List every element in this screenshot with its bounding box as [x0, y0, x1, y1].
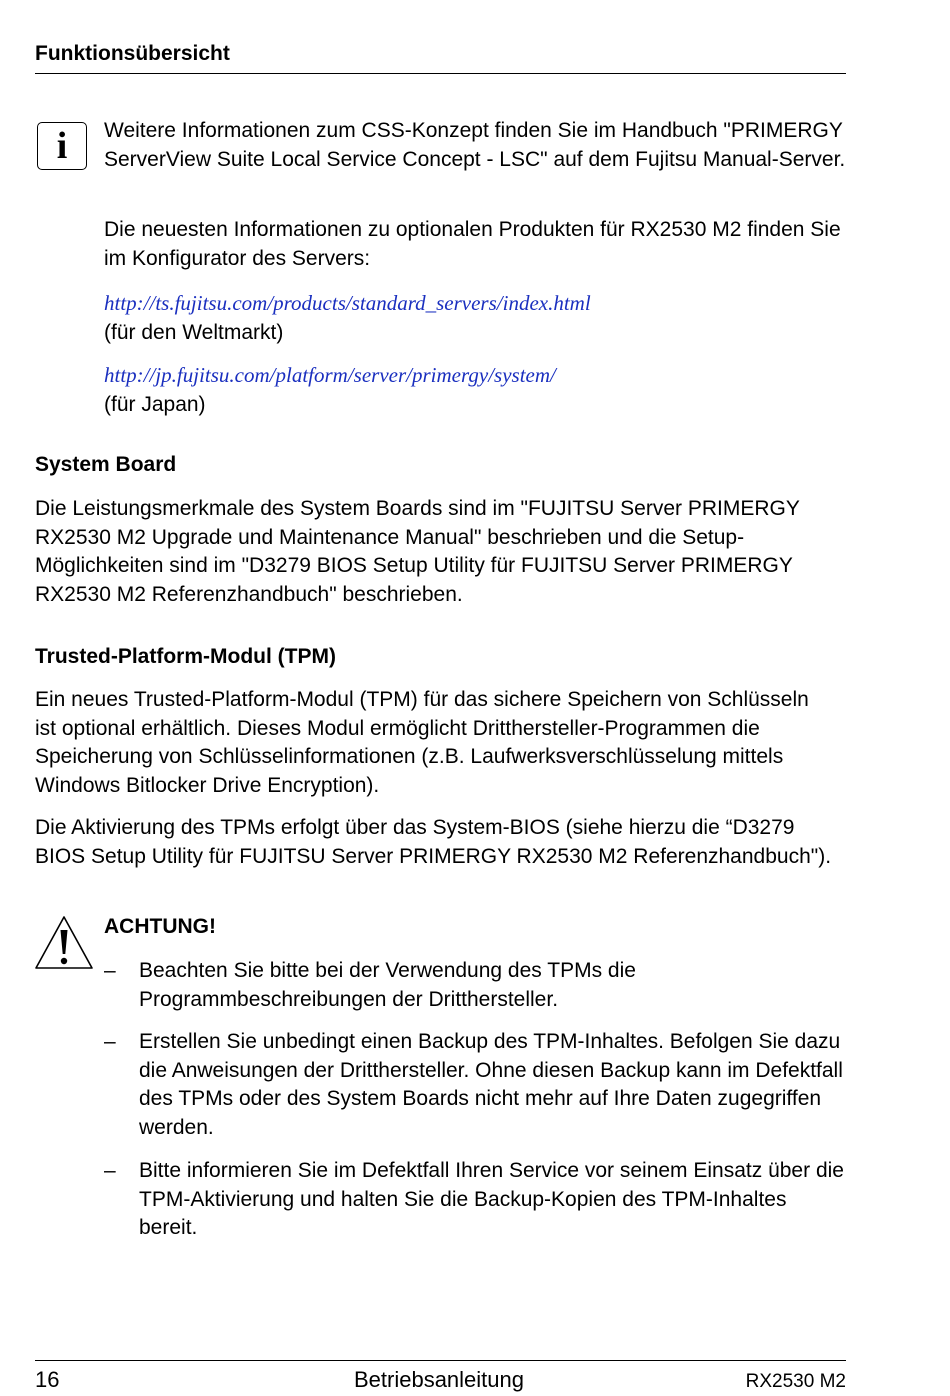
warning-triangle-icon [33, 914, 95, 972]
system-board-paragraph: Die Leistungsmerkmale des System Boards sind im "FUJITSU Server PRIMERGY RX2530 M2 Upgrade und Maintenance Manual" beschrieben und die Setup-Möglichkeiten sind im "D3279 BIOS Setup Utility für FUJITSU Server PRIMERGY RX2530 M2 Referenzhandbuch" beschrieben. [35, 497, 800, 606]
tpm-paragraph-intro: Ein neues Trusted-Platform-Modul (TPM) für das sichere Speichern von Schlüsseln ist optional erhältlich. Dieses Modul ermöglicht Dritthersteller-Programmen die Speicherung von Schlüsselinformationen (z.B. Laufwerksverschlüsselung mittels Windows Bitlocker Drive Encryption). [35, 688, 809, 797]
link-japan-note: (für Japan) [104, 392, 206, 416]
caution-item-1-dash: – [104, 959, 116, 982]
section-header-title: Funktionsübersicht [35, 42, 230, 65]
link-group-world [104, 289, 846, 347]
caution-heading: ACHTUNG! [104, 915, 216, 938]
page-number: 16 [35, 1367, 60, 1392]
heading-tpm: Trusted-Platform-Modul (TPM) [35, 645, 336, 668]
footer-document-title: Betriebsanleitung [353, 1367, 524, 1392]
footer-model-name: RX2530 M2 [745, 1371, 846, 1392]
caution-item-3-dash: – [104, 1159, 116, 1182]
link-world-market[interactable]: http://ts.fujitsu.com/products/standard_servers/index.html [104, 291, 591, 315]
info-paragraph-configurator: Die neuesten Informationen zu optionalen Produkten für RX2530 M2 finden Sie im Konfigurator des Servers: [104, 218, 841, 270]
link-world-note: (für den Weltmarkt) [104, 320, 284, 344]
caution-item-2-dash: – [104, 1030, 116, 1053]
header-divider [35, 73, 846, 74]
footer-divider [35, 1360, 846, 1361]
link-japan[interactable]: http://jp.fujitsu.com/platform/server/primergy/system/ [104, 363, 556, 387]
link-group-japan [104, 361, 846, 419]
caution-item-3: Bitte informieren Sie im Defektfall Ihren Service vor seinem Einsatz über die TPM-Aktivierung und halten Sie die Backup-Kopien des TPM-Inhaltes bereit. [139, 1159, 844, 1239]
caution-item-1: Beachten Sie bitte bei der Verwendung des TPMs die Programmbeschreibungen der Dritthersteller. [139, 959, 636, 1011]
info-paragraph-css: Weitere Informationen zum CSS-Konzept finden Sie im Handbuch "PRIMERGY ServerView Suite Local Service Concept - LSC" auf dem Fujitsu Manual-Server. [104, 119, 846, 171]
info-icon: i [37, 122, 87, 170]
caution-item-2: Erstellen Sie unbedingt einen Backup des TPM-Inhaltes. Befolgen Sie dazu die Anweisungen der Dritthersteller. Ohne diesen Backup kann im Defektfall des TPMs oder des System Boards nicht mehr auf Ihre Daten zugegriffen werden. [139, 1030, 843, 1139]
heading-system-board: System Board [35, 453, 177, 476]
tpm-paragraph-activation: Die Aktivierung des TPMs erfolgt über das System-BIOS (siehe hierzu die “D3279 BIOS Setup Utility für FUJITSU Server PRIMERGY RX2530 M2 Referenzhandbuch"). [35, 816, 832, 868]
